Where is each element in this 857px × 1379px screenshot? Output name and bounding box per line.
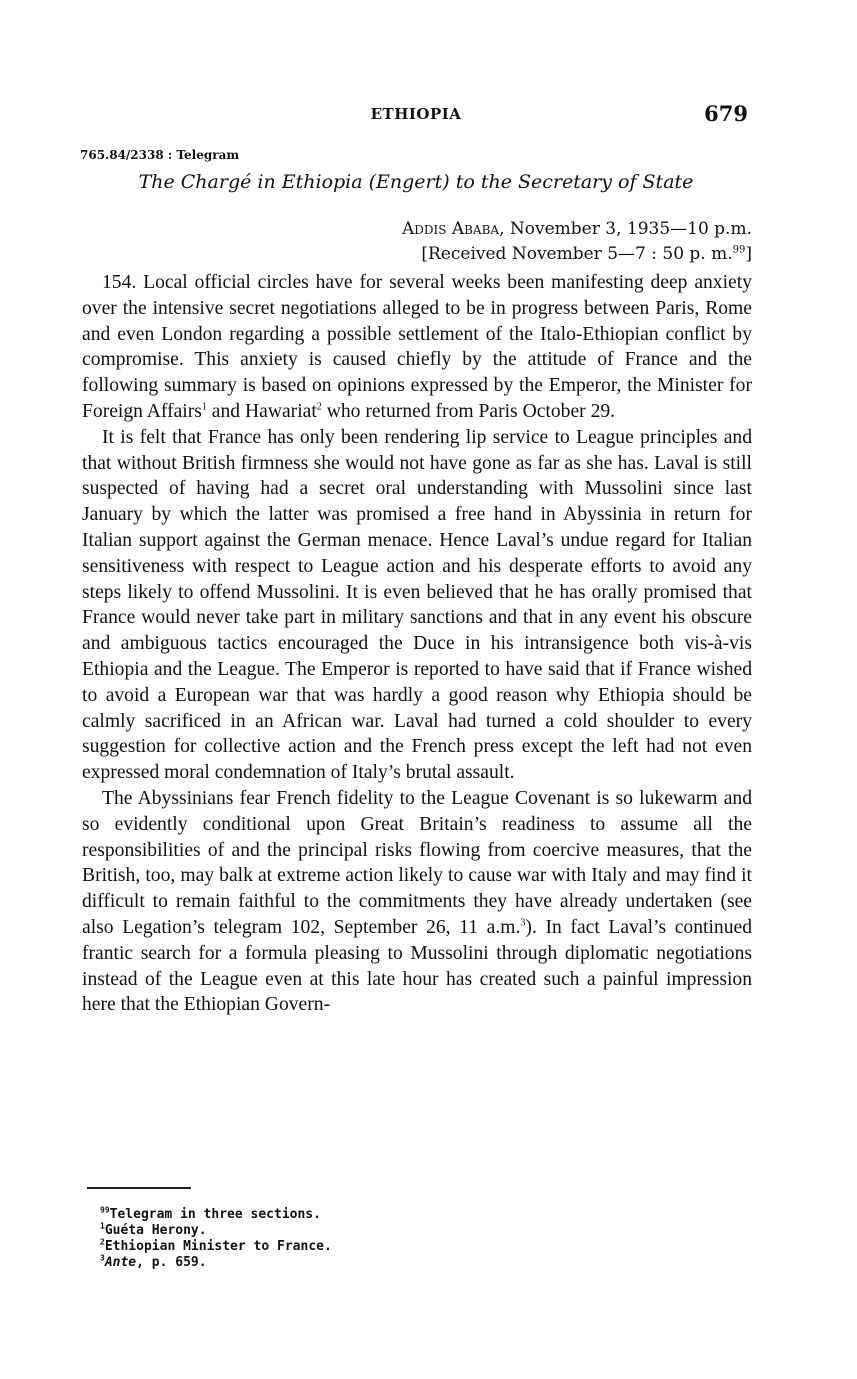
footnote: $^1$Guéta Herony.	[100, 1221, 207, 1238]
page-number: 679	[704, 101, 748, 126]
running-head	[82, 101, 750, 127]
footnote: $^3$Ante, p. 659.	[100, 1253, 207, 1270]
dateline-sent	[402, 217, 752, 242]
dateline	[402, 217, 752, 267]
dateline-received: [Received November 5—7 : 50 p. m.$^{99}$]	[421, 244, 752, 264]
document-reference: 765.84/2338 : Telegram	[80, 148, 240, 162]
paragraph: It is felt that France has only been rendering lip service to League principles and that without British firmness she would not have gone as far as she has. Laval is still suspected of having had a secret oral understanding with Mussolini since last January by which the latter was promised a free hand in Abyssinia in return for Italian support against the German menace. Hence Laval’s undue regard for Italian sensitiveness with respect to League action and his desperate efforts to avoid any steps likely to offend Mussolini. It is even believed that he has orally promised that France would never take part in military sanctions and that in any event his obscure and ambiguous tactics encouraged the Duce in his intransigence both vis-à-vis Ethiopia and the League. The Emperor is reported to have said that if France wished to avoid a European war that was hardly a good reason why Ethiopia should be calmly sacrificed in an African war. Laval had turned a cold shoulder to every suggestion for collective action and the French press except the left had not even expressed moral condemnation of Italy’s brutal assault.	[82, 426, 752, 784]
footnote-divider	[87, 1187, 191, 1189]
running-title: ETHIOPIA	[370, 105, 462, 123]
footnote-ref: 99	[732, 244, 746, 256]
paragraph: The Abyssinians fear French fidelity to the League Covenant is so lukewarm and so evidently conditional upon Great Britain’s readiness to assume all the responsibilities of and the principal risks flowing from coercive measures, that the British, too, may balk at extreme action likely to cause war with Italy and may find it difficult to remain faithful to the commitments they have already undertaken (see also Legation’s telegram 102, September 26, 11 a.m.$^3$). In fact Laval’s continued frantic search for a formula pleasing to Mussolini through diplomatic negotiations instead of the League even at this late hour has created such a painful impression here that the Ethiopian Govern-	[82, 787, 752, 1016]
footnote: $^2$Ethiopian Minister to France.	[100, 1237, 332, 1254]
footnote: $^{99}$Telegram in three sections.	[100, 1205, 321, 1222]
paragraph: 154. Local official circles have for several weeks been manifesting deep anxiety over the intensive secret negotiations alleged to be in progress between Paris, Rome and even London regarding a possible settlement of the Italo-Ethiopian conflict by compromise. This anxiety is caused chiefly by the attitude of France and the following summary is based on opinions expressed by the Emperor, the Minister for Foreign Affairs$^1$ and Hawariat$^2$ who returned from Paris October 29.	[82, 272, 752, 422]
footnote-ref: 2	[316, 401, 322, 413]
telegram-body	[82, 270, 752, 1018]
footnotes	[100, 1207, 332, 1271]
document-title: The Chargé in Ethiopia (Engert) to the Secretary of State	[138, 171, 694, 193]
dateline-place: Addis Ababa	[401, 219, 500, 239]
dateline-date: , November 3, 1935—10 p.m.	[499, 219, 752, 239]
footnote-ref: 1	[201, 401, 207, 413]
footnote-ref: 3	[520, 917, 526, 929]
